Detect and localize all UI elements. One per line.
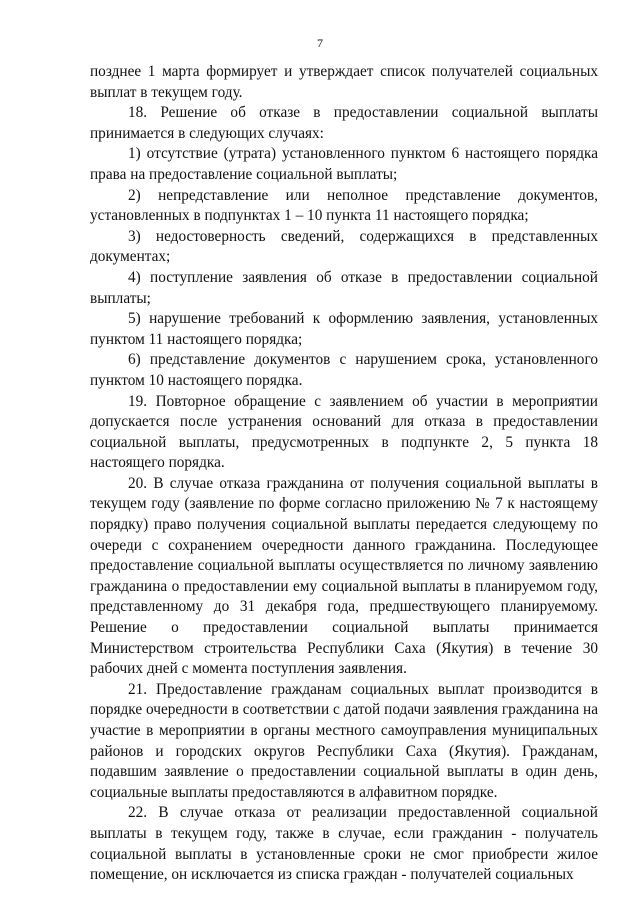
paragraph-22: 22. В случае отказа от реализации предоставленной социальной выплаты в текущем году, также в случае, если гражданин - получатель социальной выплаты в установленные сроки не смог приобрести жилое помещение, он исключается из списка граждан - получателей социальных: [90, 804, 598, 884]
paragraph-20: 20. В случае отказа гражданина от получения социальной выплаты в текущем году (заявление по форме согласно приложению № 7 к настоящему порядку) право получения социальной выплаты передается следующему по очереди с сохранением очередности данного гражданина. Последующее предоставление социальной выплаты осуществляется по личному заявлению гражданина о предоставлении ему социальной выплаты в планируемом году, представленному до 31 декабря года, предшествующего планируемому. Решение о предоставлении социальной выплаты принимается Министерством строительства Республики Саха (Якутия) в течение 30 рабочих дней с момента поступления заявления.: [90, 474, 598, 678]
paragraph-19: 19. Повторное обращение с заявлением об участии в мероприятии допускается после устранения оснований для отказа в предоставлении социальной выплаты, предусмотренных в подпункте 2, 5 пункта 18 настоящего порядка.: [90, 392, 598, 472]
page-number: 7: [317, 36, 323, 50]
paragraph-continuation: позднее 1 марта формирует и утверждает список получателей социальных выплат в текущем году.: [90, 63, 598, 101]
list-item-18-2: 2) непредставление или неполное представление документов, установленных в подпунктах 1 – 10 пункта 11 настоящего порядка;: [90, 186, 598, 225]
paragraph-21: 21. Предоставление гражданам социальных выплат производится в порядке очередности в соответствии с датой подачи заявления гражданина на участие в мероприятии в органы местного самоуправления муниципальных районов и городских округов Республики Саха (Якутия). Гражданам, подавшим заявление о предоставлении социальной выплаты в один день, социальные выплаты предоставляются в алфавитном порядке.: [90, 680, 598, 801]
document-body: [90, 62, 598, 886]
list-item-18-5: 5) нарушение требований к оформлению заявления, установленных пунктом 11 настоящего порядка;: [90, 310, 598, 348]
paragraph-18: 18. Решение об отказе в предоставлении социальной выплаты принимается в следующих случаях:: [90, 104, 598, 142]
list-item-18-4: 4) поступление заявления об отказе в предоставлении социальной выплаты;: [90, 268, 598, 307]
list-item-18-6: 6) представление документов с нарушением срока, установленного пунктом 10 настоящего порядка.: [90, 351, 598, 389]
list-item-18-1: 1) отсутствие (утрата) установленного пунктом 6 настоящего порядка права на предоставление социальной выплаты;: [90, 145, 598, 183]
list-item-18-3: 3) недостоверность сведений, содержащихся в представленных документах;: [90, 227, 598, 266]
